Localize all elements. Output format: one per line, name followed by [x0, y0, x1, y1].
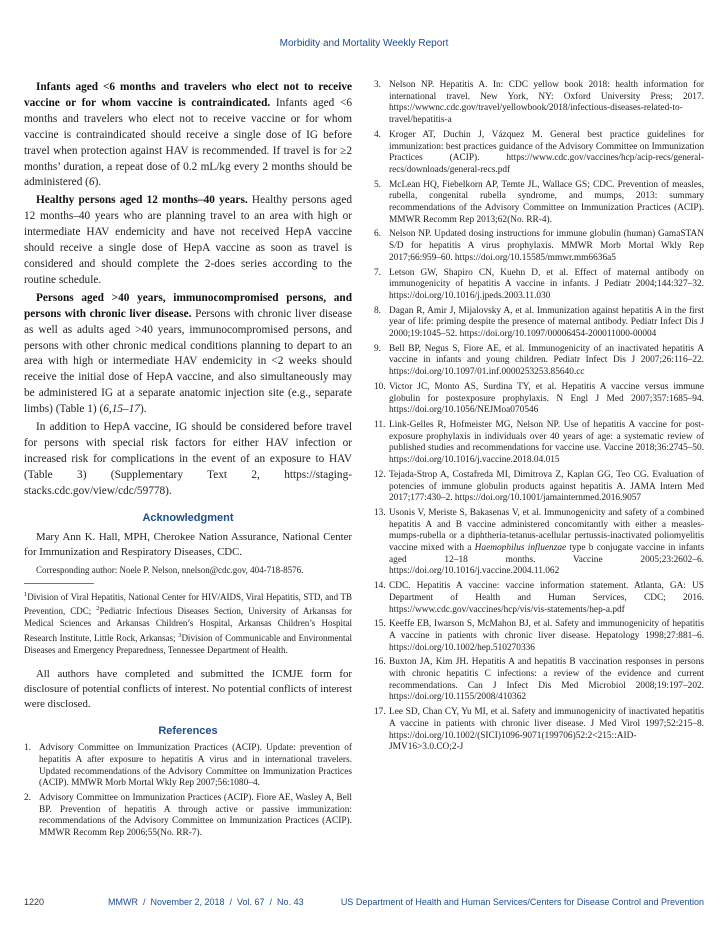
reference-item: 11. Link-Gelles R, Hofmeister MG, Nelson NP. Use of hepatitis A vaccine for post-exposure prophylaxis in individuals over 40 years of age: a systematic review of published studies and recommendations for vaccine use. Vaccine 2018;36:2745–50. https://doi.org/10.1016/j.vaccine.2018.04.015: [374, 419, 704, 466]
corresponding-author: Corresponding author: Noele P. Nelson, nnelson@cdc.gov, 404-718-8576.: [36, 564, 304, 575]
footnote-divider: [24, 583, 94, 584]
references-heading: References: [158, 725, 218, 738]
paragraph-healthy-persons: Healthy persons aged 12 months–40 years. Healthy persons aged 12 months–40 years who are planning travel to an area with high or intermediate HAV endemicity and have not received HepA vaccine should receive a single dose of HepA vaccine as soon as travel is considered and should complete the 2-does series according to the routine schedule.: [24, 194, 352, 286]
issue-citation: MMWR / November 2, 2018 / Vol. 67 / No. 43: [108, 897, 304, 907]
reference-item: 1. Advisory Committee on Immunization Practices (ACIP). Update: prevention of hepatitis A after exposure to hepatitis A virus and in international travelers. Updated recommendations of the Advisory Committee on Immunization Practices (ACIP). MMWR Morb Mortal Wkly Rep 2007;56:1080–4.: [24, 743, 352, 789]
author-affiliations: $^1$Division of Viral Hepatitis, National Center for HIV/AIDS, Viral Hepatitis, STD, and TB Prevention, CDC; $^2$Pediatric Infectious Diseases Section, University of Arkansas for Medical Sciences and Arkansas Children’s Hospital, Arkansas Children’s Hospital Research Institute, Little Rock, Arkansas; $^3$Division of Communicable and Environmental Diseases and Emergency Preparedness, Tennessee Department of Health.: [24, 590, 353, 656]
reference-list-left: [24, 743, 352, 840]
paragraph-lead: Infants aged <6 months and travelers who elect not to receive vaccine or for whom vaccine is contraindicated.: [24, 81, 352, 109]
acknowledgment-text: Mary Ann K. Hall, MPH, Cherokee Nation Assurance, National Center for Immunization and Respiratory Diseases, CDC.: [24, 530, 352, 558]
reference-item: 7. Letson GW, Shapiro CN, Kuehn D, et al. Effect of maternal antibody on immunogenicity of hepatitis A vaccine in infants. J Pediatr 2004;144:327–32. https://doi.org/10.1016/j.jpeds.2003.11.030: [374, 267, 704, 301]
reference-item: 5. McLean HQ, Fiebelkorn AP, Temte JL, Wallace GS; CDC. Prevention of measles, rubella, congenital rubella syndrome, and mumps, 2013: summary recommendations of the Advisory Committee on Immunization Practices (ACIP). MMWR Recomm Rep 2013;62(No. RR-4).: [374, 179, 704, 225]
page-number: 1220: [24, 897, 45, 907]
paragraph-lead: Persons aged >40 years, immunocompromised persons, and persons with chronic liver disease.: [24, 291, 352, 320]
page-footer: [0, 897, 728, 911]
reference-item: 13. Usonis V, Meriste S, Bakasenas V, et al. Immunogenicity and safety of a combined hepatitis A and B vaccine administered concomitantly with either a measles-mumps-rubella or a diphtheria-tetanus-acellular pertussis-inactivated poliomyelitis vaccine mixed with a Haemophilus influenzae type b conjugate vaccine in infants aged 12–18 months. Vaccine 2005;23:2602–6. https://doi.org/10.1016/j.vaccine.2004.11.062: [374, 507, 705, 577]
citation-ref: 6: [88, 176, 95, 189]
reference-item: 14. CDC. Hepatitis A vaccine: vaccine information statement. Atlanta, GA: US Department of Health and Human Services, CDC; 2016. https://www.cdc.gov/vaccines/hcp/vis/vis-statements/hep-a.pdf: [374, 581, 704, 615]
reference-item: 16. Buxton JA, Kim JH. Hepatitis A and hepatitis B vaccination responses in persons with chronic hepatitis C infections: a review of the evidence and current recommendations. Can J Infect Dis Med Microbiol 2008;19:197–202. https://doi.org/10.1155/2008/410362: [374, 657, 704, 703]
reference-item: 17. Lee SD, Chan CY, Yu MI, et al. Safety and immunogenicity of inactivated hepatitis A vaccine in patients with chronic liver disease. J Med Virol 1997;52:215–8. https://doi.org/10.1002/(SICI)1096-9071(199706)52:2<215::AID-JMV16>3.0.CO;2-J: [374, 707, 704, 753]
reference-item: 6. Nelson NP. Updated dosing instructions for immune globulin (human) GamaSTAN S/D for hepatitis A virus prophylaxis. MMWR Morb Mortal Wkly Rep 2017;66:959–60. https://doi.org/10.15585/mmwr.mm6636a5: [374, 229, 704, 263]
left-column: [24, 80, 352, 843]
reference-item: 8. Dagan R, Amir J, Mijalovsky A, et al. Immunization against hepatitis A in the first year of life: priming despite the presence of maternal antibody. Pediatr Infect Dis J 2000;19:1045–52. https://doi.org/10.1097/00006454-200011000-00004: [374, 305, 704, 340]
reference-item: 4. Kroger AT, Duchin J, Vázquez M. General best practice guidelines for immunization: best practices guidance of the Advisory Committee on Immunization Practices (ACIP). https://www.cdc.gov/vaccines/hcp/acip-recs/general-recs/downloads/general-recs.pdf: [374, 129, 704, 175]
reference-item: 9. Bell BP, Negus S, Fiore AE, et al. Immunogenicity of an inactivated hepatitis A vaccine in infants and young children. Pediatr Infect Dis J 2007;26:116–22. https://doi.org/10.1097/01.inf.0000253253.85640.cc: [374, 343, 704, 378]
paragraph-lead: Healthy persons aged 12 months–40 years.: [36, 194, 248, 207]
paragraph-infants: Infants aged <6 months and travelers who elect not to receive vaccine or for whom vaccine is contraindicated. Infants aged <6 months and travelers who elect not to receive vaccine or for whom vaccine is contraindicated should receive a single dose of IG before travel when protection against HAV is recommended. If travel is for ≥2 months’ duration, a repeat dose of 0.2 mL/kg every 2 months should be administered (6).: [24, 81, 352, 189]
reference-list-right: [374, 80, 704, 757]
acknowledgment-heading: Acknowledgment: [142, 511, 234, 524]
paragraph-ig-special-risk: In addition to HepA vaccine, IG should be considered before travel for persons with special risk factors for either HAV infection or increased risk for complications in the event of an exposure to HAV (Table 3) (Supplementary Text 2, https://staging-stacks.cdc.gov/view/cdc/59778).: [24, 421, 352, 497]
reference-item: 10. Victor JC, Monto AS, Surdina TY, et al. Hepatitis A vaccine versus immune globulin for postexposure prophylaxis. N Engl J Med 2007;357:1685–94. https://doi.org/10.1056/NEJMoa070546: [374, 381, 704, 416]
paragraph-older-persons: Persons aged >40 years, immunocompromised persons, and persons with chronic liver disease. Persons with chronic liver disease as well as adults aged >40 years, immunocompromised persons, and persons with other chronic medical conditions planning to depart to an area with high or intermediate HAV endemicity in <2 weeks should receive the initial dose of HepA vaccine, and also simultaneously may be administered IG at a separate anatomic injection site (e.g., separate limbs) (Table 1) (6,15–17).: [24, 291, 352, 416]
conflict-disclosure: All authors have completed and submitted the ICMJE form for disclosure of potential conflicts of interest. No potential conflicts of interest were disclosed.: [24, 668, 352, 711]
journal-header: Morbidity and Mortality Weekly Report: [279, 38, 449, 49]
agency-name: US Department of Health and Human Services/Centers for Disease Control and Prevention: [340, 897, 704, 907]
reference-item: 3. Nelson NP. Hepatitis A. In: CDC yellow book 2018: health information for international travel. New York, NY: Oxford University Press; 2017. https://wwwnc.cdc.gov/travel/yellowbook/2018/infectious-diseases-related-to-travel/hepatitis-a: [374, 80, 704, 126]
reference-item: 12. Tejada-Strop A, Costafreda MI, Dimitrova Z, Kaplan GG, Teo CG. Evaluation of potencies of immune globulin products against hepatitis A. JAMA Intern Med 2017;177:430–2. https://doi.org/10.1001/jamainternmed.2016.9057: [374, 469, 704, 504]
reference-item: 2. Advisory Committee on Immunization Practices (ACIP). Fiore AE, Wasley A, Bell BP. Prevention of hepatitis A through active or passive immunization: recommendations of the Advisory Committee on Immunization Practices (ACIP). MMWR Recomm Rep 2006;55(No. RR-7).: [24, 792, 352, 839]
reference-item: 15. Keeffe EB, Iwarson S, McMahon BJ, et al. Safety and immunogenicity of hepatitis A vaccine in patients with chronic liver disease. Hepatology 1998;27:881–6. https://doi.org/10.1002/hep.510270336: [374, 619, 704, 653]
citation-ref: 6,15–17: [103, 403, 140, 416]
